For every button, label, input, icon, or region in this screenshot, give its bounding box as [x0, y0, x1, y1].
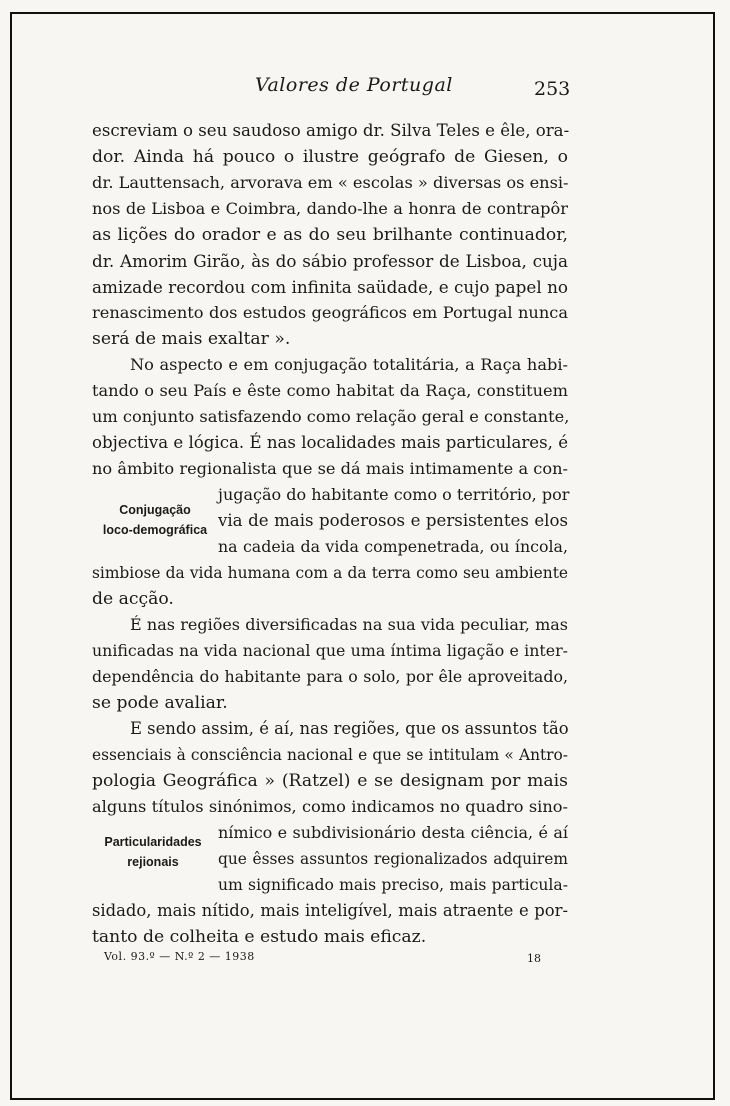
text-line: sidado, mais nítido, mais inteligível, mais atraente e por- [92, 901, 568, 920]
text-line: objectiva e lógica. É nas localidades mais particulares, é [92, 433, 569, 452]
text-line: amizade recordou com infinita saüdade, e cujo papel no [92, 277, 568, 297]
text-line: dependência do habitante para o solo, por êle aproveitado, [92, 667, 568, 686]
text-line: nímico e subdivisionário desta ciência, é aí [218, 823, 568, 842]
text-line: dr. Lauttensach, arvorava em « escolas » diversas os ensi- [92, 173, 569, 192]
text-line: tando o seu País e êste como habitat da Raça, constituem [92, 381, 568, 400]
text-line: É nas regiões diversificadas na sua vida peculiar, mas [130, 615, 568, 634]
text-line: as lições do orador e as do seu brilhante continuador, [92, 225, 568, 245]
page-number: 253 [534, 78, 571, 100]
text-line: unificadas na vida nacional que uma íntima ligação e inter- [92, 641, 568, 660]
text-line: E sendo assim, é aí, nas regiões, que os assuntos tão [130, 719, 569, 738]
text-line: um conjunto satisfazendo como relação geral e constante, [92, 407, 570, 426]
side-note-conjugacao [90, 500, 220, 540]
text-line: dor. Ainda há pouco o ilustre geógrafo de Giesen, o [92, 147, 568, 167]
text-line: alguns títulos sinónimos, como indicamos no quadro sino- [92, 797, 568, 816]
footer-volume: Vol. 93.º — N.º 2 — 1938 [104, 950, 255, 963]
text-line: um significado mais preciso, mais particula- [218, 876, 568, 894]
text-line: escreviam o seu saudoso amigo dr. Silva Teles e êle, ora- [92, 121, 570, 140]
text-line: jugação do habitante como o território, por [218, 485, 570, 504]
side-note-line: rejionais [127, 855, 179, 869]
text-line: que êsses assuntos regionalizados adquirem [218, 850, 568, 868]
text-line: na cadeia da vida compenetrada, ou íncola, [218, 537, 568, 556]
text-line: pologia Geográfica » (Ratzel) e se designam por mais [92, 771, 568, 791]
side-note-line: Conjugação [119, 503, 191, 517]
text-line: via de mais poderosos e persistentes elos [218, 511, 568, 530]
text-line: se pode avaliar. [92, 693, 228, 713]
side-note-line: Particularidades [104, 835, 202, 849]
text-line: No aspecto e em conjugação totalitária, a Raça habi- [130, 355, 568, 374]
text-line: será de mais exaltar ». [92, 329, 291, 349]
text-line: renascimento dos estudos geográficos em Portugal nunca [92, 303, 568, 322]
text-line: de acção. [92, 589, 174, 609]
side-note-particularidades [88, 832, 218, 872]
text-line: nos de Lisboa e Coimbra, dando-lhe a honra de contrapôr [92, 199, 568, 218]
running-header-title: Valores de Portugal [255, 74, 453, 96]
side-note-line: loco-demográfica [102, 523, 208, 537]
text-line: essenciais à consciência nacional e que se intitulam « Antro- [92, 746, 568, 764]
text-line: simbiose da vida humana com a da terra como seu ambiente [92, 564, 568, 582]
text-line: no âmbito regionalista que se dá mais intimamente a con- [92, 459, 568, 478]
text-line: tanto de colheita e estudo mais eficaz. [92, 927, 427, 947]
text-line: dr. Amorim Girão, às do sábio professor de Lisboa, cuja [92, 251, 568, 271]
footer-signature: 18 [527, 952, 541, 965]
